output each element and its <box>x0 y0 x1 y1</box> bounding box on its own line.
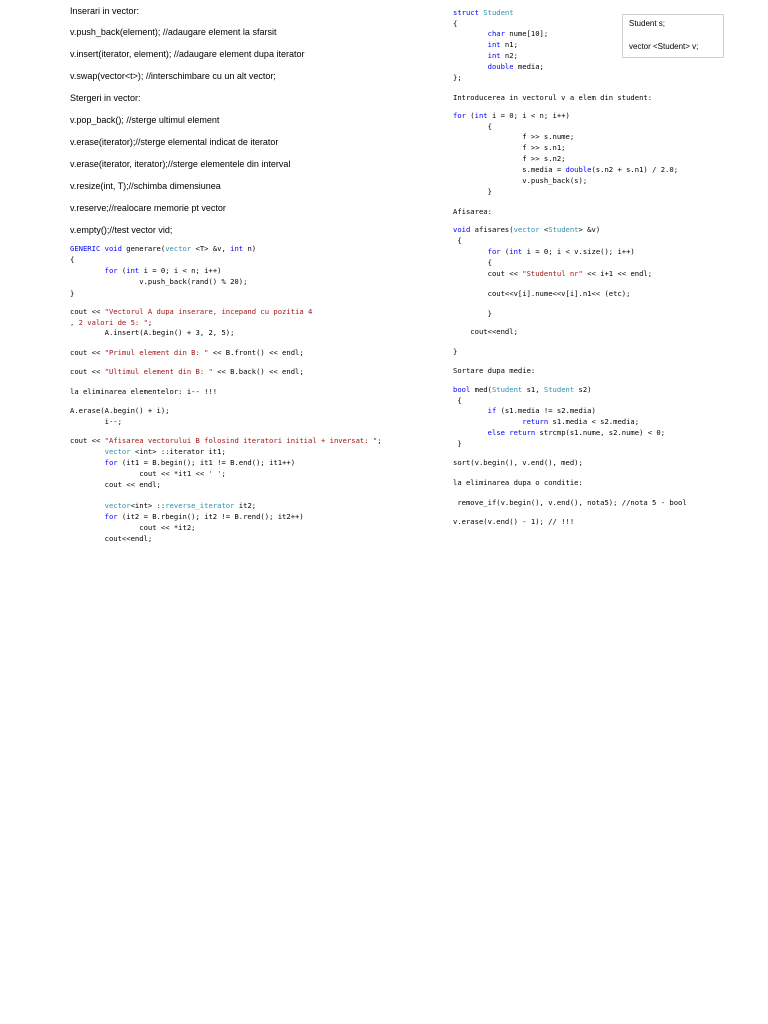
text-segment <box>70 447 105 456</box>
code-line <box>453 396 462 406</box>
text-segment: int <box>487 40 501 49</box>
text-segment: } <box>453 347 458 356</box>
code-line <box>70 367 304 377</box>
code-line <box>453 366 535 376</box>
text-line <box>70 6 139 16</box>
declaration-note-box <box>622 14 724 58</box>
code-line <box>70 277 247 287</box>
text-segment: remove_if(v.begin(), v.end(), nota5); //nota 5 - bool <box>453 498 687 507</box>
text-segment <box>70 501 105 510</box>
code-line <box>453 73 462 83</box>
text-segment: > &v) <box>578 225 601 234</box>
text-segment: "Ultimul element din B: " <box>104 367 213 376</box>
code-line <box>453 417 639 427</box>
code-line <box>453 225 600 235</box>
text-segment: GENERIC <box>70 244 101 253</box>
text-segment: , 2 valori de 5: " <box>70 318 148 327</box>
text-segment: <int> ::iterator it1; <box>130 447 226 456</box>
code-line <box>453 478 583 488</box>
text-segment: bool <box>453 385 471 394</box>
text-segment: A.erase(A.begin() + i); <box>70 406 170 415</box>
text-segment <box>453 29 488 38</box>
code-line <box>453 347 457 357</box>
code-line <box>453 269 652 279</box>
text-segment: } <box>453 439 462 448</box>
text-segment: Student <box>491 385 523 394</box>
text-segment: < <box>539 225 549 234</box>
text-segment: } <box>70 289 75 298</box>
text-line <box>70 49 304 59</box>
text-segment: int <box>509 247 523 256</box>
code-line <box>453 327 518 337</box>
text-segment <box>453 51 488 60</box>
text-segment: cout << <box>70 307 105 316</box>
text-segment: ( <box>465 111 475 120</box>
text-line <box>70 27 276 37</box>
text-segment: } <box>453 187 492 196</box>
code-line <box>70 458 295 468</box>
text-segment: void <box>104 244 122 253</box>
text-segment: i--; <box>70 417 122 426</box>
text-segment: v.swap(vector<t>); //interschimbare cu un alt vector; <box>70 71 276 81</box>
text-segment: Student <box>543 385 575 394</box>
code-line <box>70 523 196 533</box>
text-segment: for <box>453 111 466 120</box>
text-segment <box>453 428 488 437</box>
text-segment: v.resize(int, T);//schimba dimensiunea <box>70 181 221 191</box>
text-segment: "Vectorul A dupa inserare, incepand cu pozitia 4 <box>104 307 313 316</box>
text-segment: "Studentul nr" <box>522 269 583 278</box>
text-segment: s2) <box>574 385 592 394</box>
text-segment: << B.front() << endl; <box>208 348 304 357</box>
text-segment <box>453 40 488 49</box>
text-line <box>70 71 276 81</box>
text-segment: med( <box>470 385 492 394</box>
text-segment: v.push_back(rand() % 20); <box>70 277 248 286</box>
code-line <box>70 266 221 276</box>
text-segment: else <box>487 428 505 437</box>
text-segment: reverse_iterator <box>165 501 235 510</box>
text-segment: (s.n2 + s.n1) / 2.0; <box>591 165 679 174</box>
code-line <box>453 19 457 29</box>
code-line <box>453 51 518 61</box>
note-line: Student s; <box>629 19 666 28</box>
code-line <box>70 480 161 490</box>
code-line <box>70 307 312 317</box>
code-line <box>453 428 665 438</box>
code-line <box>453 406 596 416</box>
text-segment: cout << *it1 << <box>70 469 209 478</box>
code-line <box>453 132 574 142</box>
text-segment: for <box>104 458 118 467</box>
code-line <box>70 501 256 511</box>
text-segment: }; <box>453 73 462 82</box>
text-line <box>70 159 290 169</box>
text-segment: << i+1 << endl; <box>582 269 653 278</box>
code-line <box>453 458 583 468</box>
text-segment: << B.back() << endl; <box>212 367 304 376</box>
code-line <box>453 143 566 153</box>
text-segment: cout << <box>70 348 105 357</box>
code-line <box>453 385 592 395</box>
text-segment: Sortare dupa medie: <box>453 366 536 375</box>
code-line <box>70 328 234 338</box>
text-segment: ( <box>500 247 510 256</box>
code-line <box>70 436 382 446</box>
text-segment: f >> s.n1; <box>453 143 566 152</box>
text-segment: media; <box>513 62 544 71</box>
code-line <box>70 406 170 416</box>
code-line <box>453 176 587 186</box>
text-segment: int <box>230 244 244 253</box>
code-line <box>453 309 492 319</box>
text-segment: int <box>474 111 488 120</box>
text-segment: n) <box>243 244 257 253</box>
text-segment: i = 0; i < v.size(); i++) <box>522 247 635 256</box>
text-line <box>70 225 172 235</box>
text-segment: <T> &v, <box>191 244 231 253</box>
text-segment: "Afisarea vectorului B folosind iteratori initial + inversat: " <box>104 436 378 445</box>
text-segment: ; <box>147 318 153 327</box>
text-segment: cout << endl; <box>70 480 161 489</box>
text-segment <box>453 406 488 415</box>
text-segment: ; <box>221 469 226 478</box>
text-segment: v.insert(iterator, element); //adaugare element dupa iterator <box>70 49 305 59</box>
text-segment: cout << <box>70 367 105 376</box>
code-line <box>453 29 548 39</box>
text-segment: double <box>565 165 592 174</box>
text-segment: Stergeri in vector: <box>70 93 141 103</box>
text-segment: v.push_back(s); <box>453 176 588 185</box>
code-line <box>453 165 678 175</box>
text-segment: void <box>453 225 471 234</box>
code-line <box>70 289 74 299</box>
code-line <box>453 498 687 508</box>
code-line <box>453 122 492 132</box>
text-segment: v.erase(iterator);//sterge elemental indicat de iterator <box>70 137 279 147</box>
text-segment: return <box>509 428 536 437</box>
text-segment: char <box>487 29 505 38</box>
text-segment <box>70 458 105 467</box>
code-line <box>453 8 514 18</box>
code-line <box>453 93 652 103</box>
text-segment: (it1 = B.begin(); it1 != B.end(); it1++) <box>117 458 296 467</box>
text-segment: sort(v.begin(), v.end(), med); <box>453 458 583 467</box>
text-segment: Introducerea in vectorul v a elem din student: <box>453 93 653 102</box>
text-segment: cout << <box>453 269 523 278</box>
text-segment: generare( <box>121 244 166 253</box>
text-segment: struct <box>453 8 479 17</box>
text-segment: { <box>70 255 75 264</box>
code-line <box>453 247 635 257</box>
text-segment: f >> s.nume; <box>453 132 575 141</box>
code-line <box>453 40 518 50</box>
text-segment: nume[10]; <box>504 29 549 38</box>
text-segment: la eliminarea elementelor: i-- !!! <box>70 387 218 396</box>
text-segment: s1, <box>522 385 544 394</box>
text-segment: (s1.media != s2.media) <box>496 406 596 415</box>
text-segment <box>453 247 488 256</box>
code-line <box>70 348 304 358</box>
text-segment: A.insert(A.begin() + 3, 2, 5); <box>70 328 235 337</box>
text-segment: { <box>453 19 458 28</box>
text-segment: cout << <box>70 436 105 445</box>
text-segment: v.empty();//test vector vid; <box>70 225 173 235</box>
text-segment: vector <box>513 225 540 234</box>
text-segment: cout<<endl; <box>453 327 518 336</box>
code-line <box>70 318 152 328</box>
text-segment: Afisarea: <box>453 207 492 216</box>
text-segment: for <box>104 266 118 275</box>
text-segment <box>70 512 105 521</box>
text-segment: i = 0; i < n; i++) <box>139 266 222 275</box>
code-line <box>70 255 74 265</box>
code-line <box>70 244 256 254</box>
text-line <box>70 203 226 213</box>
text-segment: v.push_back(element); //adaugare element la sfarsit <box>70 27 277 37</box>
text-segment: vector <box>104 447 131 456</box>
code-line <box>70 512 304 522</box>
text-segment: { <box>453 258 492 267</box>
text-segment: int <box>487 51 501 60</box>
text-segment: Student <box>548 225 579 234</box>
text-segment: n2; <box>500 51 518 60</box>
code-line <box>453 439 462 449</box>
text-segment: strcmp(s1.nume, s2.nume) < 0; <box>535 428 666 437</box>
text-segment: afisares( <box>470 225 514 234</box>
text-segment: return <box>522 417 549 426</box>
text-segment: for <box>487 247 501 256</box>
text-segment: s.media = <box>453 165 566 174</box>
text-segment: vector <box>165 244 192 253</box>
text-segment: vector <box>104 501 131 510</box>
text-line <box>70 137 278 147</box>
text-segment: v.erase(v.end() - 1); // !!! <box>453 517 575 526</box>
text-segment: v.reserve;//realocare memorie pt vector <box>70 203 226 213</box>
code-line <box>453 517 574 527</box>
code-line <box>453 207 492 217</box>
text-segment: { <box>453 122 492 131</box>
text-segment: f >> s.n2; <box>453 154 566 163</box>
text-segment: v.pop_back(); //sterge ultimul element <box>70 115 220 125</box>
code-line <box>453 236 462 246</box>
text-segment: double <box>487 62 514 71</box>
text-segment: "Primul element din B: " <box>104 348 209 357</box>
code-line <box>70 387 217 397</box>
text-segment: n1; <box>500 40 518 49</box>
note-line: vector <Student> v; <box>629 42 699 51</box>
text-segment: ' ' <box>208 469 222 478</box>
text-segment: (it2 = B.rbegin(); it2 != B.rend(); it2++) <box>117 512 304 521</box>
text-segment: for <box>104 512 118 521</box>
text-segment: la eliminarea dupa o conditie: <box>453 478 583 487</box>
text-segment: i = 0; i < n; i++) <box>487 111 570 120</box>
text-segment <box>70 266 105 275</box>
code-line <box>453 111 570 121</box>
text-segment: it2; <box>234 501 257 510</box>
text-segment: <int> :: <box>130 501 166 510</box>
code-line <box>70 417 122 427</box>
text-segment: cout<<endl; <box>70 534 153 543</box>
text-line <box>70 93 141 103</box>
code-line <box>70 469 226 479</box>
code-line <box>453 187 492 197</box>
text-segment: int <box>126 266 140 275</box>
text-segment: Inserari in vector: <box>70 6 140 16</box>
text-segment <box>453 62 488 71</box>
code-line <box>70 447 226 457</box>
text-line <box>70 181 221 191</box>
text-segment: { <box>453 396 462 405</box>
text-segment: Student <box>483 8 514 17</box>
code-line <box>453 289 630 299</box>
text-segment: } <box>453 309 492 318</box>
code-line <box>453 258 492 268</box>
code-line <box>70 534 152 544</box>
text-segment: cout<<v[i].nume<<v[i].n1<< (etc); <box>453 289 631 298</box>
text-segment: ; <box>377 436 382 445</box>
code-line <box>453 62 544 72</box>
text-segment: if <box>487 406 497 415</box>
text-segment: v.erase(iterator, iterator);//sterge elementele din interval <box>70 159 291 169</box>
text-line <box>70 115 219 125</box>
text-segment: { <box>453 236 462 245</box>
text-segment: s1.media < s2.media; <box>548 417 640 426</box>
text-segment: ( <box>117 266 127 275</box>
text-segment: cout << *it2; <box>70 523 196 532</box>
text-segment <box>453 417 522 426</box>
code-line <box>453 154 566 164</box>
